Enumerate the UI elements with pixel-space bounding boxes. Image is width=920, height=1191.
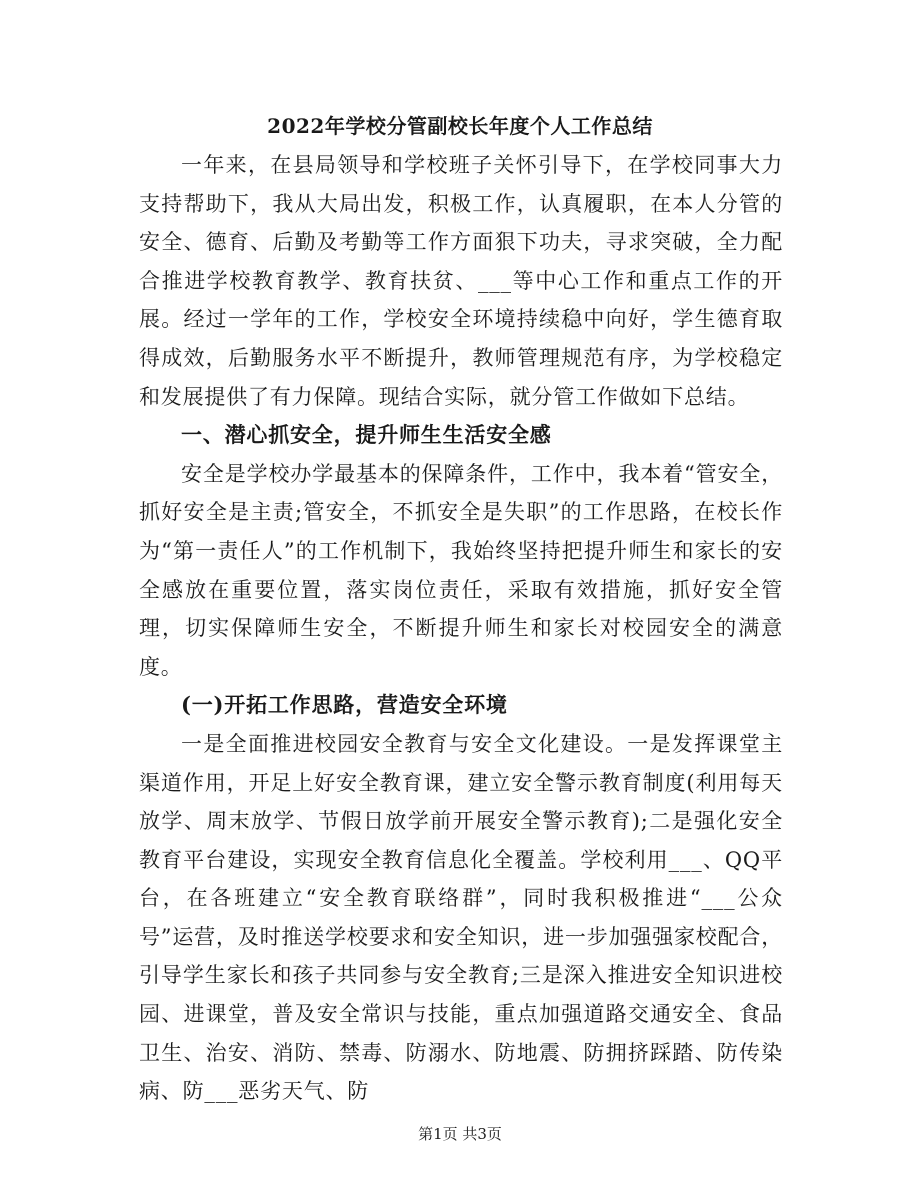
subsection-paragraph-environment: 一是全面推进校园安全教育与安全文化建设。一是发挥课堂主渠道作用，开足上好安全教育课，建立安全警示教育制度(利用每天放学、周末放学、节假日放学前开展安全警示教育);二是强化安全教育平台建设，实现安全教育信息化全覆盖。学校利用___、QQ平台，在各班建立“安全教育联络群”，同时我积极推进“___公众号”运营，及时推送学校要求和安全知识，进一步加强强家校配合，引导学生家长和孩子共同参与安全教育;三是深入推进安全知识进校园、进课堂，普及安全常识与技能，重点加强道路交通安全、食品卫生、治安、消防、禁毒、防溺水、防地震、防拥挤踩踏、防传染病、防___恶劣天气、防 — [139, 731, 783, 1104]
section-heading-safety: 一、潜心抓安全，提升师生生活安全感 — [181, 422, 552, 448]
page-footer: 第1页 共3页 — [418, 1125, 502, 1143]
intro-paragraph: 一年来，在县局领导和学校班子关怀引导下，在学校同事大力支持帮助下，我从大局出发，积极工作，认真履职，在本人分管的安全、德育、后勤及考勤等工作方面狠下功夫，寻求突破，全力配合推进学校教育教学、教育扶贫、___等中心工作和重点工作的开展。经过一学年的工作，学校安全环境持续稳中向好，学生德育取得成效，后勤服务水平不断提升，教师管理规范有序，为学校稳定和发展提供了有力保障。现结合实际，就分管工作做如下总结。 — [139, 153, 783, 409]
document-body — [139, 146, 783, 1111]
section-paragraph-safety: 安全是学校办学最基本的保障条件，工作中，我本着“管安全，抓好安全是主责;管安全，不抓安全是失职”的工作思路，在校长作为“第一责任人”的工作机制下，我始终坚持把提升师生和家长的安全感放在重要位置，落实岗位责任，采取有效措施，抓好安全管理，切实保障师生安全，不断提升师生和家长对校园安全的满意度。 — [139, 461, 783, 679]
document-title: 2022年学校分管副校长年度个人工作总结 — [267, 114, 653, 138]
subsection-heading-environment: (一)开拓工作思路，营造安全环境 — [181, 692, 508, 718]
